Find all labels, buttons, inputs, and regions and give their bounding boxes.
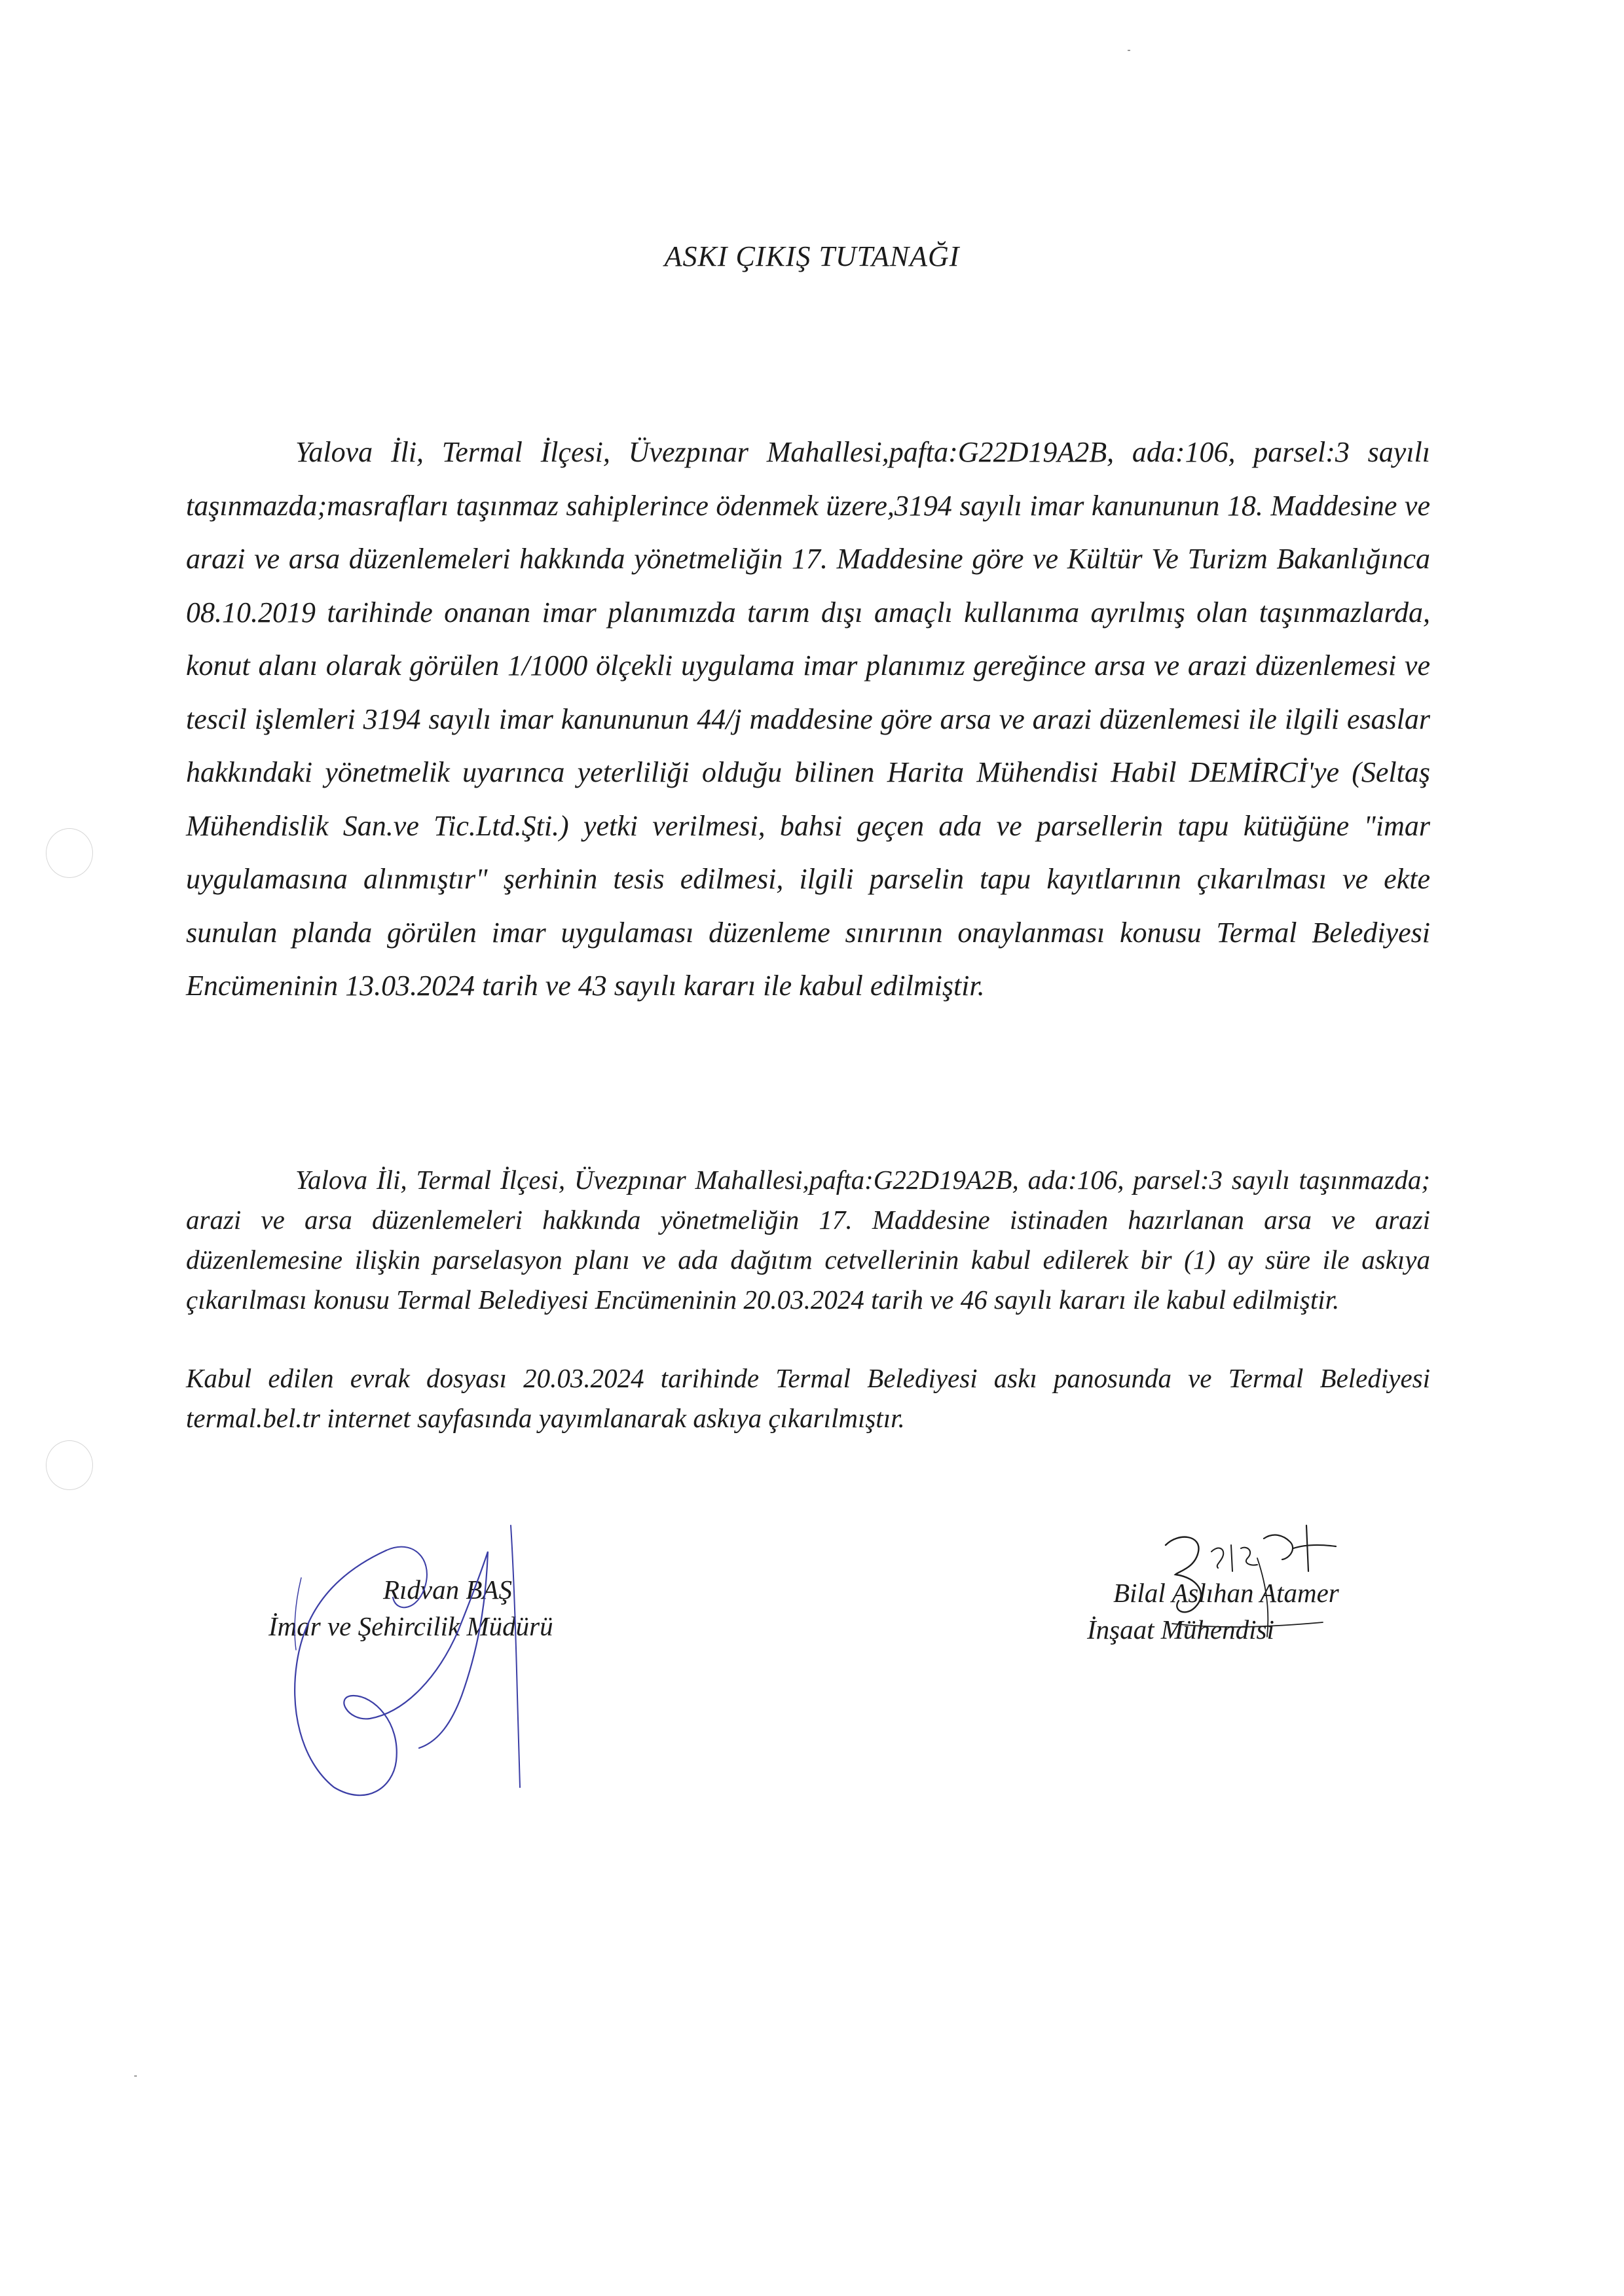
scan-speck <box>134 2075 137 2077</box>
paragraph-1: Yalova İli, Termal İlçesi, Üvezpınar Mahallesi,pafta:G22D19A2B, ada:106, parsel:3 sayılı taşınmazda;masrafları taşınmaz sahiplerince ödenmek üzere,3194 sayılı imar kanununun 18. Maddesine ve arazi ve arsa düzenlemeleri hakkında yönetmeliğin 17. Maddesine göre ve Kültür Ve Turizm Bakanlığınca 08.10.2019 tarihinde onanan imar planımızda tarım dışı amaçlı kullanıma ayrılmış olan taşınmazlarda, konut alanı olarak görülen 1/1000 ölçekli uygulama imar planımız gereğince arsa ve arazi düzenlemesi ve tescil işlemleri 3194 sayılı imar kanununun 44/j maddesine göre arsa ve arazi düzenlemesi ile ilgili esaslar hakkındaki yönetmelik uyarınca yeterliliği olduğu bilinen Harita Mühendisi Habil DEMİRCİ'ye (Seltaş Mühendislik San.ve Tic.Ltd.Şti.) yetki verilmesi, bahsi geçen ada ve parsellerin tapu kütüğüne "imar uygulamasına alınmıştır" şerhinin tesis edilmesi, ilgili parselin tapu kayıtlarının çıkarılması ve ekte sunulan planda görülen imar uygulaması düzenleme sınırının onaylanması konusu Termal Belediyesi Encümeninin 13.03.2024 tarih ve 43 sayılı kararı ile kabul edilmiştir. <box>186 436 1430 1002</box>
signature-stroke <box>1264 1525 1336 1571</box>
signature-stroke <box>511 1525 520 1787</box>
signature-block-right <box>1087 1575 1339 1648</box>
scan-speck <box>1128 50 1130 51</box>
signatory-name-left: Rıdvan BAŞ <box>383 1575 512 1605</box>
punch-hole-mark <box>46 1440 93 1490</box>
signatory-title-left: İmar ve Şehircilik Müdürü <box>268 1611 553 1641</box>
document-title: ASKI ÇIKIŞ TUTANAĞI <box>664 240 960 272</box>
paragraph-2: Yalova İli, Termal İlçesi, Üvezpınar Mahallesi,pafta:G22D19A2B, ada:106, parsel:3 sayılı taşınmazda; arazi ve arsa düzenlemeleri hakkında yönetmeliğin 17. Maddesine istinaden hazırlanan arsa ve arazi düzenlemesine ilişkin parselasyon planı ve ada dağıtım cetvellerinin kabul edilerek bir (1) ay süre ile askıya çıkarılması konusu Termal Belediyesi Encümeninin 20.03.2024 tarih ve 46 sayılı kararı ile kabul edilmiştir. <box>186 1165 1430 1315</box>
signature-block-left <box>268 1571 553 1645</box>
signature-stroke <box>1211 1545 1257 1571</box>
punch-hole-mark <box>46 828 93 878</box>
signatory-title-right: İnşaat Mühendisi <box>1087 1614 1274 1645</box>
paragraph-3: Kabul edilen evrak dosyası 20.03.2024 tarihinde Termal Belediyesi askı panosunda ve Termal Belediyesi termal.bel.tr internet sayfasında yayımlanarak askıya çıkarılmıştır. <box>186 1363 1430 1433</box>
signatory-name-right: Bilal Aslıhan Atamer <box>1113 1578 1339 1608</box>
handwritten-signature-left <box>262 1499 602 1813</box>
